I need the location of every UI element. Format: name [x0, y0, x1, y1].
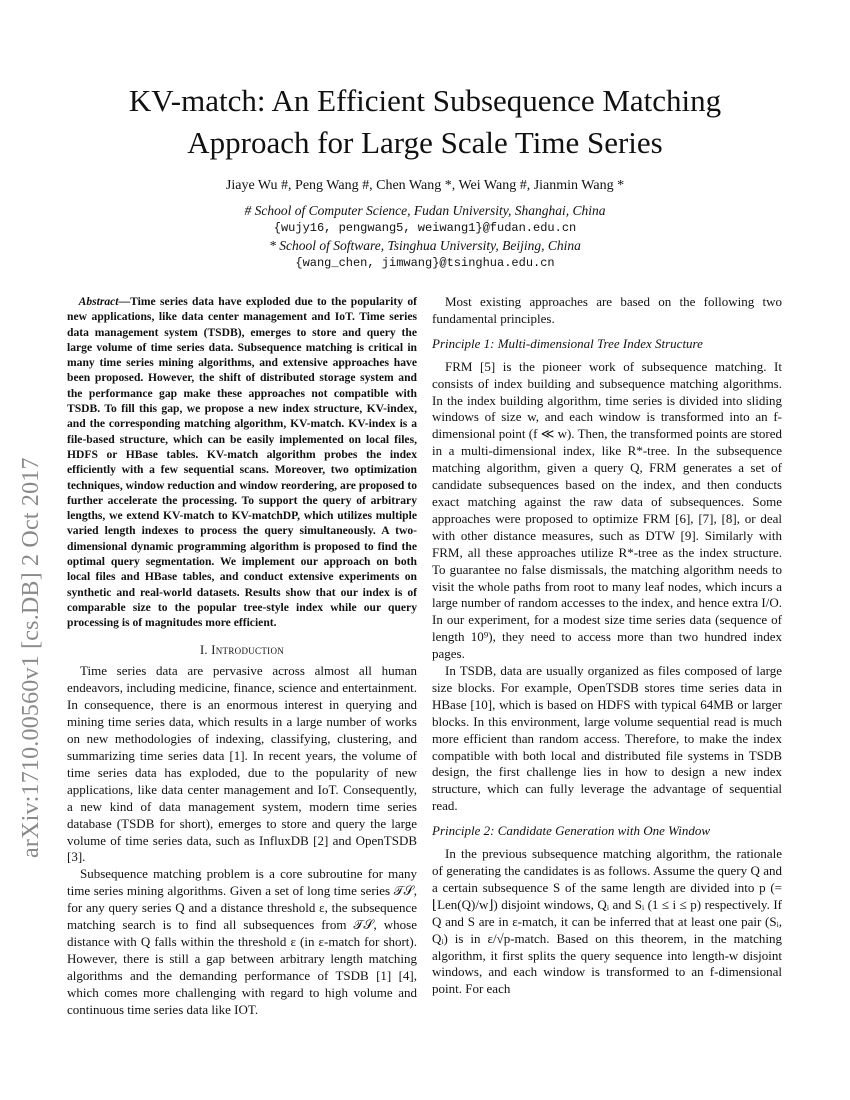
author-list: Jiaye Wu #, Peng Wang #, Chen Wang *, Wei Wang #, Jianmin Wang *	[225, 178, 625, 193]
right-column	[432, 294, 782, 998]
section-heading-introduction	[67, 642, 417, 659]
principle-2-heading: Principle 2: Candidate Generation with One Window	[432, 823, 711, 839]
section-number: I.	[199, 642, 208, 657]
principle-1-paragraph-1: FRM [5] is the pioneer work of subsequence matching. It consists of index building and subsequence matching algorithms. In the index building algorithm, time series is divided into sliding windows of size w, and each window is transformed into an f-dimensional point (f ≪ w). Then, the transformed points are stored in a multi-dimensional index, like R*-tree. In the subsequence matching algorithm, given a query Q, FRM generates a set of candidate subsequences based on the index, and then conducts exact matching against the raw data of subsequences. Some approaches were proposed to optimize FRM [6], [7], [8], or deal with other distance measures, such as DTW [9]. Similarly with FRM, all these approaches utilize R*-tree as the index structure. To guarantee no false dismissals, the matching algorithm needs to visit the whole paths from root to many leaf nodes, which incurs a large number of random accesses to the index, and hence extra I/O. In our experiment, for a modest size time series data (sequence of length 10⁹), they need to access more than two hundred index pages.	[432, 358, 782, 662]
arxiv-identifier-stamp: arXiv:1710.00560v1 [cs.DB] 2 Oct 2017	[18, 457, 44, 858]
intro-paragraph-2: Subsequence matching problem is a core subroutine for many time series mining algorithms. Given a set of long time series 𝒯𝒮, for any query series Q and a distance threshold ε, the subsequence matching search is to find all subsequences from 𝒯𝒮, whose distance with Q falls within the threshold ε (in ε-match for short). However, there is still a gap between arbitrary length matching algorithms and the demanding performance of TSDB [1] [4], which comes more challenging with regard to high volume and continuous time series data like IOT.	[67, 866, 417, 1017]
email-tsinghua: {wang_chen, jimwang}@tsinghua.edu.cn	[295, 256, 555, 270]
paper-title-line-1: KV-match: An Efficient Subsequence Matching	[128, 83, 722, 118]
affiliation-fudan: # School of Computer Science, Fudan University, Shanghai, China	[244, 203, 606, 218]
paper-title	[60, 80, 790, 164]
affiliation-tsinghua: * School of Software, Tsinghua University, Beijing, China	[269, 238, 581, 253]
email-fudan: {wujy16, pengwang5, weiwang1}@fudan.edu.cn	[273, 221, 577, 235]
section-title: Introduction	[211, 642, 285, 657]
principle-1-paragraph-2: In TSDB, data are usually organized as files composed of large size blocks. For example, OpenTSDB stores time series data in HBase [10], which is based on HDFS with typical 64MB or larger blocks. In this environment, large volume sequential read is much more efficient than random access. Therefore, to make the index compatible with both local and distributed file systems in TSDB design, the first challenge lies in how to design a new index structure, which can fully leverage the advantage of sequential read.	[432, 663, 782, 814]
intro-paragraph-1: Time series data are pervasive across almost all human endeavors, including medicine, finance, science and entertainment. In consequence, there is an enormous interest in querying and mining time series data, which results in a large number of works on new methodologies of indexing, classifying, clustering, and summarizing time series data [1]. In recent years, the volume of time series data has exploded, due to the popularity of new applications, like data center management and IoT. Consequently, a new kind of data management system, modern time series database (TSDB for short), emerges to store and query the large volume of time series data, such as InfluxDB [2] and OpenTSDB [3].	[67, 663, 417, 865]
abstract-label: Abstract	[78, 295, 119, 308]
left-column	[67, 294, 417, 1018]
abstract-text: —Time series data have exploded due to the popularity of new applications, like data center management and IoT. Time series data management system (TSDB), emerges to store and query the large volume of time series data. Subsequence matching is critical in many time series mining algorithms, and extensive approaches have been proposed. However, the shift of distributed storage system and the performance gap make these approaches not compatible with TSDB. To fill this gap, we propose a new index structure, KV-index, and the corresponding matching algorithm, KV-match. KV-index is a file-based structure, which can be easily implemented on local files, HDFS or HBase tables. KV-match algorithm probes the index efficiently with a few sequential scans. Moreover, two optimization techniques, window reduction and window reordering, are proposed to further accelerate the processing. To support the query of arbitrary lengths, we extend KV-match to KV-matchDP, which utilizes multiple varied length indexes to process the query simultaneously. A two-dimensional dynamic programming algorithm is proposed to find the optimal query segmentation. We implement our approach on both local files and HBase tables, and conduct extensive experiments on synthetic and real-world datasets. Results show that our index is of comparable size to the popular tree-style index while our query processing is of magnitudes more efficient.	[67, 295, 417, 630]
paper-title-line-2: Approach for Large Scale Time Series	[187, 125, 663, 160]
abstract	[67, 294, 417, 631]
principle-1-heading: Principle 1: Multi-dimensional Tree Index Structure	[432, 335, 703, 351]
principle-2-paragraph: In the previous subsequence matching algorithm, the rationale of generating the candidates is as follows. Assume the query Q and a certain subsequence S of the same length are divided into p (= ⌊Len(Q)/w⌋) disjoint windows, Qᵢ and Sᵢ (1 ≤ i ≤ p) respectively. If Q and S are in ε-match, it can be inferred that at least one pair (Sᵢ, Qᵢ) is in ε/√p-match. Based on this theorem, in the matching algorithm, it first splits the query sequence into length-w disjoint windows, and each window is transformed to an f-dimensional point. For each	[432, 846, 782, 997]
principles-intro-paragraph: Most existing approaches are based on the following two fundamental principles.	[432, 294, 782, 326]
